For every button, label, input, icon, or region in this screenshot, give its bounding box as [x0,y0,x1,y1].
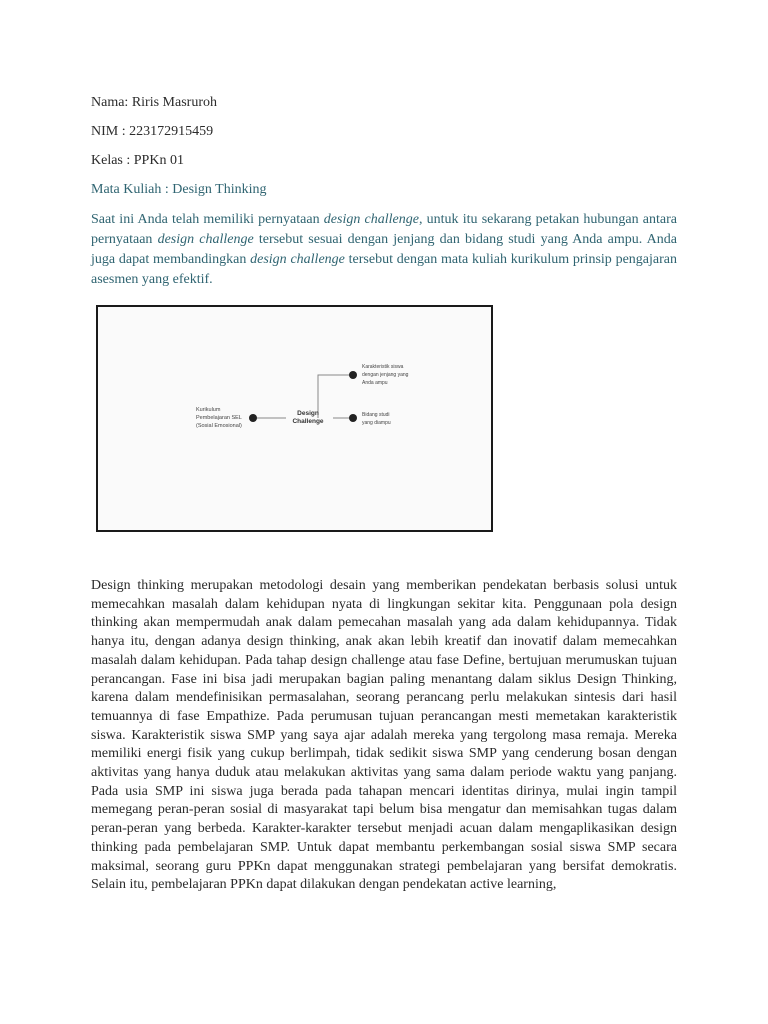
prompt-text-3: tersebut sesuai dengan jenjang dan bidang studi yang Anda ampu. Anda juga dapat membandingkan [91,232,677,267]
bottom-right-label-2: yang diampu [362,420,391,426]
diagram-canvas [98,307,491,530]
center-label-1: Design [297,410,319,417]
center-label-2: Challenge [292,418,324,425]
student-name: Nama: Riris Masruroh [91,95,217,110]
left-node-label-3: (Sosial Emosional) [196,423,242,429]
top-right-label-3: Anda ampu [362,380,388,386]
bottom-right-node-dot [349,414,357,422]
top-right-node-dot [349,371,357,379]
left-node-label-2: Pembelajaran SEL [196,415,242,421]
prompt-text-4: tersebut dengan mata kuliah kurikulum prinsip pengajaran asesmen yang efektif. [91,252,677,287]
left-node-dot [249,414,257,422]
prompt-emphasis-3: design challenge [250,252,345,267]
prompt-emphasis-1: design challenge [323,212,419,227]
body-paragraph: Design thinking merupakan metodologi desain yang memberikan pendekatan berbasis solusi untuk memecahkan masalah dalam kehidupan nyata di lingkungan sekitar kita. Penggunaan pola design thinking akan mempermudah anak dalam pemecahan masalah yang ada dalam kehidupannya. Tidak hanya itu, dengan adanya design thinking, anak akan lebih kreatif dan inovatif dalam memecahkan masalah dalam kehidupan. Pada tahap design challenge atau fase Define, bertujuan merumuskan tujuan perancangan. Fase ini bisa jadi merupakan bagian paling menantang dalam siklus Design Thinking, karena dalam mendefinisikan permasalahan, seorang perancang perlu melakukan sintesis dari hasil temuannya di fase Empathize. Pada perumusan tujuan perancangan mesti memetakan karakteristik siswa. Karakteristik siswa SMP yang saya ajar adalah mereka yang tergolong masa remaja. Mereka memiliki energi fisik yang cukup berlimpah, tidak sedikit siswa SMP yang cenderung bosan dengan aktivitas yang hanya duduk atau melakukan aktivitas yang sama dalam periode waktu yang panjang. Pada usia SMP ini siswa juga berada pada tahapan mencari identitas dirinya, mulai ingin tampil memegang peran-peran sosial di masyarakat tapi belum bisa mengatur dan memisahkan tugas dalam peran-peran yang berbeda. Karakter-karakter tersebut menjadi acuan dalam mengaplikasikan design thinking pada pembelajaran SMP. Untuk dapat membantu perkembangan sosial siswa SMP secara maksimal, seorang guru PPKn dapat menggunakan strategi pembelajaran yang bersifat demokratis. Selain itu, pembelajaran PPKn dapat dilakukan dengan pendekatan active learning, [91,578,677,893]
prompt-emphasis-2: design challenge [157,232,254,247]
prompt-text-2: , untuk itu sekarang petakan hubungan antara pernyataan [91,212,677,247]
student-nim: NIM : 223172915459 [91,124,214,139]
design-challenge-diagram [96,305,493,532]
connector-right-top [318,375,350,418]
prompt-text-1: Saat ini Anda telah memiliki pernyataan [91,212,324,227]
left-node-label-1: Kurikulum [196,407,221,413]
top-right-label-2: dengan jenjang yang [362,372,409,378]
assignment-prompt [91,210,677,290]
course-title: Mata Kuliah : Design Thinking [91,182,267,197]
student-class: Kelas : PPKn 01 [91,153,184,168]
top-right-label-1: Karakteristik siswa [362,364,404,370]
bottom-right-label-1: Bidang studi [362,412,390,418]
